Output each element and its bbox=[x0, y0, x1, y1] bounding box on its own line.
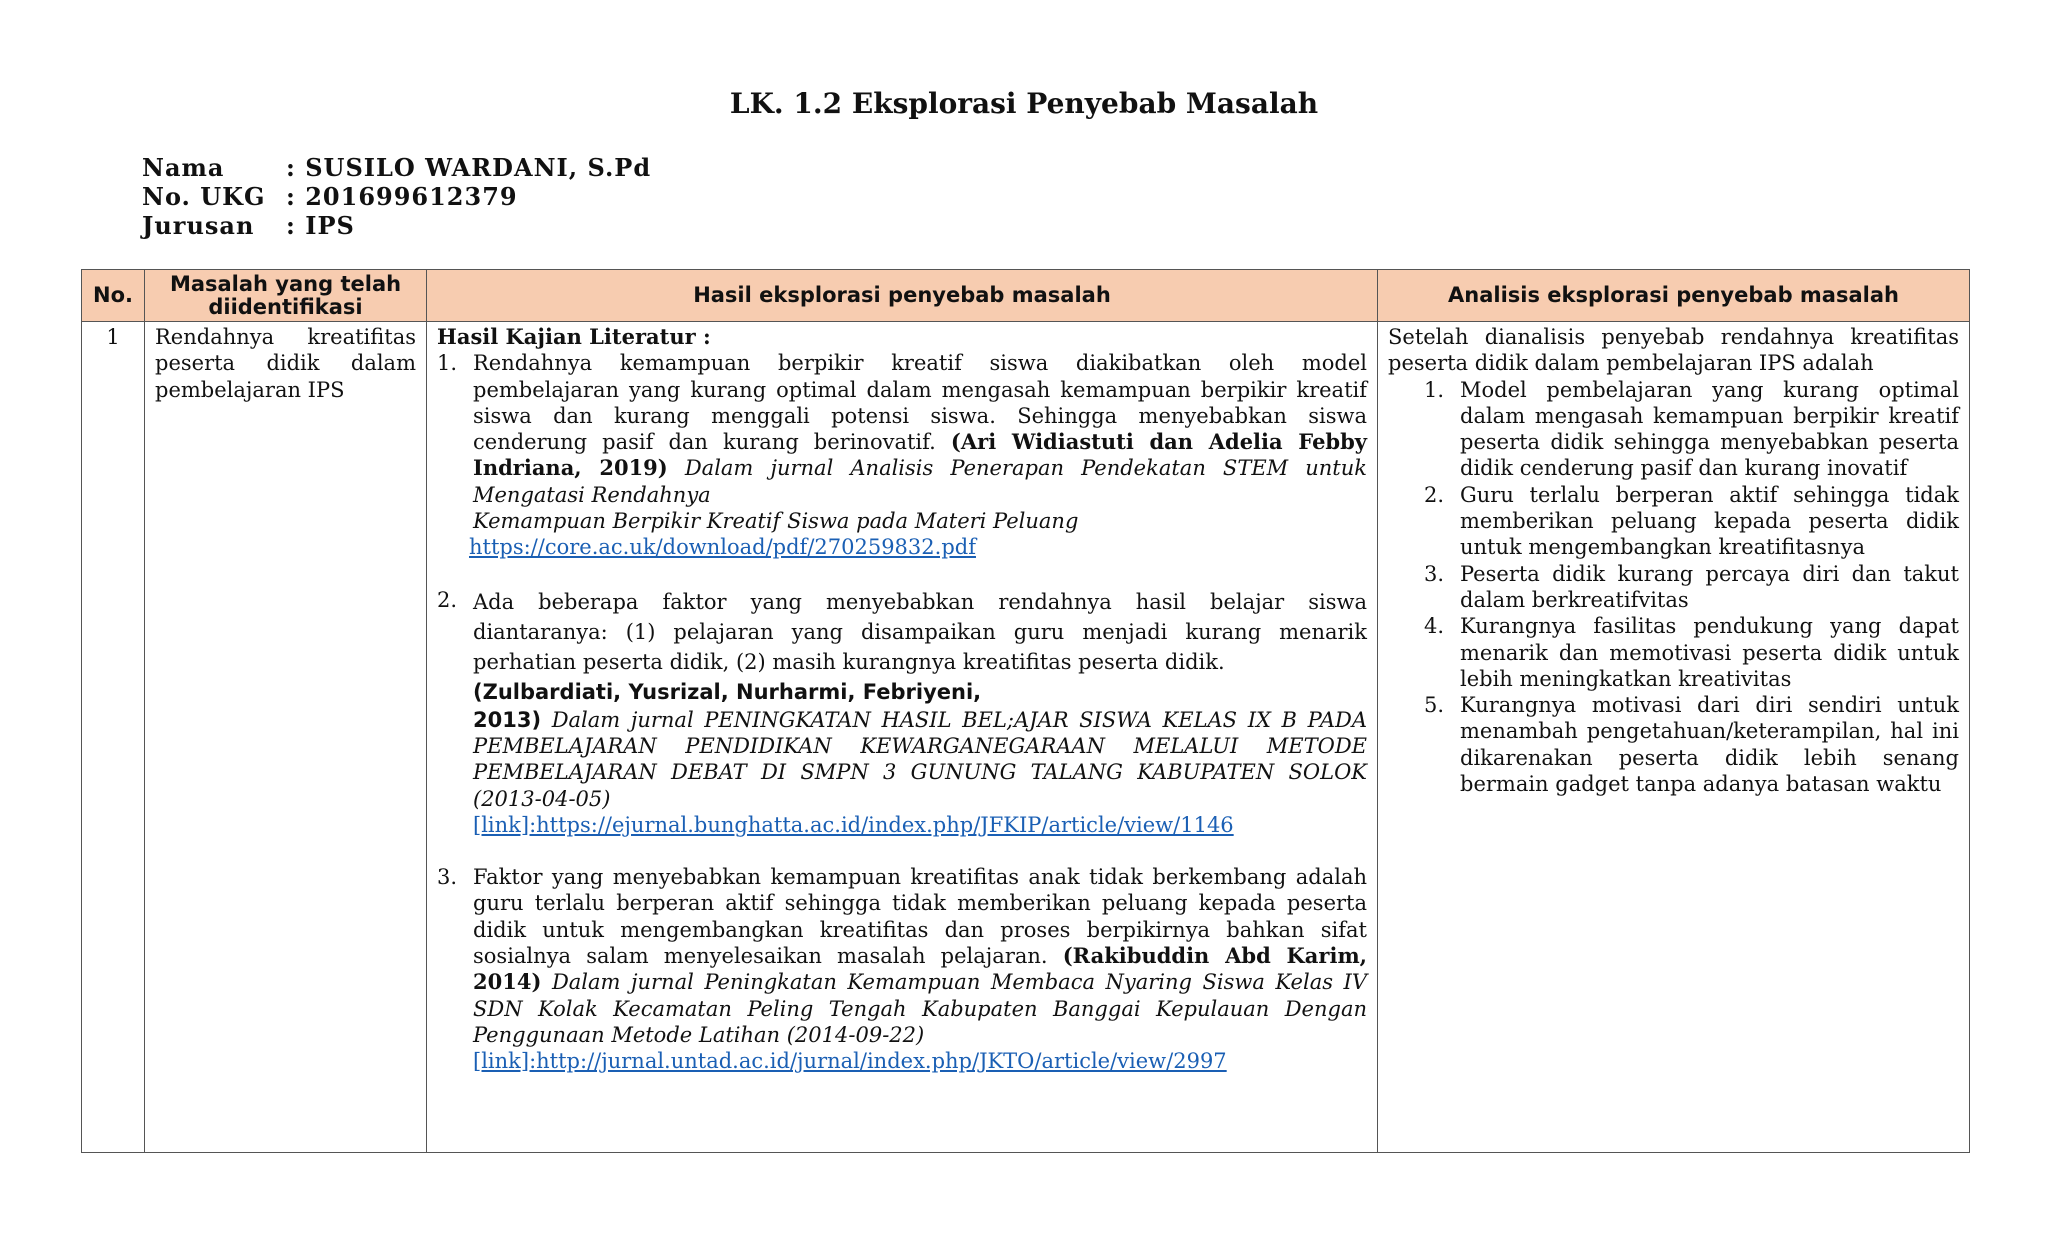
item-number: 3. bbox=[437, 865, 458, 890]
item-author: (Rakibuddin Abd Karim, 2014) bbox=[473, 943, 1367, 995]
header-hasil: Hasil eksplorasi penyebab masalah bbox=[427, 270, 1378, 322]
identity-row-nama bbox=[142, 153, 651, 182]
item-text: Kurangnya motivasi dari diri sendiri untuk menambah pengetahuan/keterampilan, hal ini dikarenakan peserta didik lebih senang bermain gadget tanpa adanya batasan waktu bbox=[1460, 693, 1959, 797]
list-item bbox=[437, 350, 1367, 560]
item-text: Ada beberapa faktor yang menyebabkan rendahnya hasil belajar siswa diantaranya: (1) pelajaran yang disampaikan guru menjadi kurang menarik perhatian peserta didik, (2) masih kurangnya kreatifitas peserta didik. bbox=[473, 589, 1367, 674]
analisis-intro: Setelah dianalisis penyebab rendahnya kreatifitas peserta didik dalam pembelajaran IPS adalah bbox=[1388, 325, 1959, 376]
item-journal-line2: Kemampuan Berpikir Kreatif Siswa pada Materi Peluang bbox=[473, 509, 1079, 534]
item-text: Guru terlalu berperan aktif sehingga tidak memberikan peluang kepada peserta didik untuk mengembangkan kreatifitasnya bbox=[1460, 482, 1959, 560]
cell-analisis bbox=[1378, 322, 1970, 1153]
header-masalah: Masalah yang telah diidentifikasi bbox=[145, 270, 427, 322]
spacer bbox=[437, 838, 1367, 864]
analisis-list bbox=[1388, 377, 1959, 798]
item-author: (Zulbardiati, Yusrizal, Nurharmi, Febriyeni, bbox=[473, 679, 982, 704]
item-author: (Ari Widiastuti dan Adelia Febby Indriana, 2019) bbox=[473, 429, 1367, 481]
item-author-year: 2013) bbox=[473, 707, 542, 732]
item-text: Peserta didik kurang percaya diri dan takut dalam berkreatifvitas bbox=[1460, 561, 1959, 612]
item-number: 4. bbox=[1424, 614, 1445, 639]
item-text: Kurangnya fasilitas pendukung yang dapat menarik dan memotivasi peserta didik untuk lebih meningkatkan kreativitas bbox=[1460, 614, 1959, 691]
hasil-heading: Hasil Kajian Literatur : bbox=[437, 324, 711, 349]
identity-label: Nama bbox=[142, 153, 225, 182]
list-item bbox=[1388, 377, 1959, 482]
item-text: Rendahnya kemampuan berpikir kreatif siswa diakibatkan oleh model pembelajaran yang kurang optimal dalam mengasah kemampuan berpikir kreatif siswa dan kurang menggali potensi siswa. Sehingga menyebabkan siswa cenderung pasif dan kurang berinovatif. bbox=[473, 351, 1367, 455]
spacer bbox=[437, 561, 1367, 587]
identity-value: : IPS bbox=[286, 211, 355, 240]
identity-row-jurusan bbox=[142, 211, 651, 240]
list-item bbox=[1388, 613, 1959, 692]
item-number: 1. bbox=[437, 351, 458, 376]
item-text: Model pembelajaran yang kurang optimal dalam mengasah kemampuan berpikir kreatif peserta didik sehingga menyebabkan peserta didik cenderung pasif dan kurang inovatif bbox=[1460, 377, 1959, 481]
table-header-row bbox=[82, 270, 1970, 322]
item-number: 3. bbox=[1424, 561, 1445, 586]
list-item bbox=[1388, 561, 1959, 614]
list-item bbox=[437, 864, 1367, 1074]
page-title: LK. 1.2 Eksplorasi Penyebab Masalah bbox=[729, 87, 1319, 120]
cell-masalah: Rendahnya kreatifitas peserta didik dalam pembelajaran IPS bbox=[145, 322, 427, 1153]
cell-no: 1 bbox=[82, 322, 145, 1153]
identity-value: : SUSILO WARDANI, S.Pd bbox=[286, 153, 652, 182]
item-number: 5. bbox=[1424, 693, 1445, 718]
item-journal: Dalam jurnal Peningkatan Kemampuan Membaca Nyaring Siswa Kelas IV SDN Kolak Kecamatan Peling Tengah Kabupaten Banggai Kepulauan Dengan Penggunaan Metode Latihan (2014-09-22) bbox=[473, 970, 1367, 1047]
table-row bbox=[82, 322, 1970, 1153]
identity-value: : 201699612379 bbox=[286, 182, 518, 211]
identity-block bbox=[142, 153, 651, 240]
header-analisis: Analisis eksplorasi penyebab masalah bbox=[1378, 270, 1970, 322]
item-journal: Dalam jurnal Analisis Penerapan Pendekatan STEM untuk Mengatasi Rendahnya bbox=[473, 456, 1367, 507]
item-number: 1. bbox=[1424, 377, 1445, 402]
list-item bbox=[1388, 692, 1959, 797]
cell-hasil bbox=[427, 322, 1378, 1153]
identity-label: No. UKG bbox=[142, 182, 266, 211]
exploration-table bbox=[81, 269, 1970, 1153]
item-number: 2. bbox=[437, 587, 458, 612]
hasil-list bbox=[437, 350, 1367, 1074]
identity-row-ukg bbox=[142, 182, 651, 211]
item-journal: Dalam jurnal PENINGKATAN HASIL BEL;AJAR SISWA KELAS IX B PADA PEMBELAJARAN PENDIDIKAN KEWARGANEGARAAN MELALUI METODE PEMBELAJARAN DEBAT DI SMPN 3 GUNUNG TALANG KABUPATEN SOLOK (2013-04-05) bbox=[473, 707, 1367, 811]
item-link[interactable]: [link]:http://jurnal.untad.ac.id/jurnal/index.php/JKTO/article/view/2997 bbox=[473, 1049, 1227, 1074]
list-item bbox=[1388, 482, 1959, 561]
list-item bbox=[437, 587, 1367, 838]
identity-label: Jurusan bbox=[142, 211, 255, 240]
item-text: Faktor yang menyebabkan kemampuan kreatifitas anak tidak berkembang adalah guru terlalu berperan aktif sehingga tidak memberikan peluang kepada peserta didik untuk mengembangkan kreatifitas dan proses berpikirnya bahkan sifat sosialnya salam menyelesaikan masalah pelajaran. bbox=[473, 865, 1367, 969]
item-link[interactable]: https://core.ac.uk/download/pdf/270259832.pdf bbox=[469, 535, 976, 560]
item-link[interactable]: [link]:https://ejurnal.bunghatta.ac.id/index.php/JFKIP/article/view/1146 bbox=[473, 812, 1234, 837]
item-number: 2. bbox=[1424, 482, 1445, 507]
header-no: No. bbox=[82, 270, 145, 322]
